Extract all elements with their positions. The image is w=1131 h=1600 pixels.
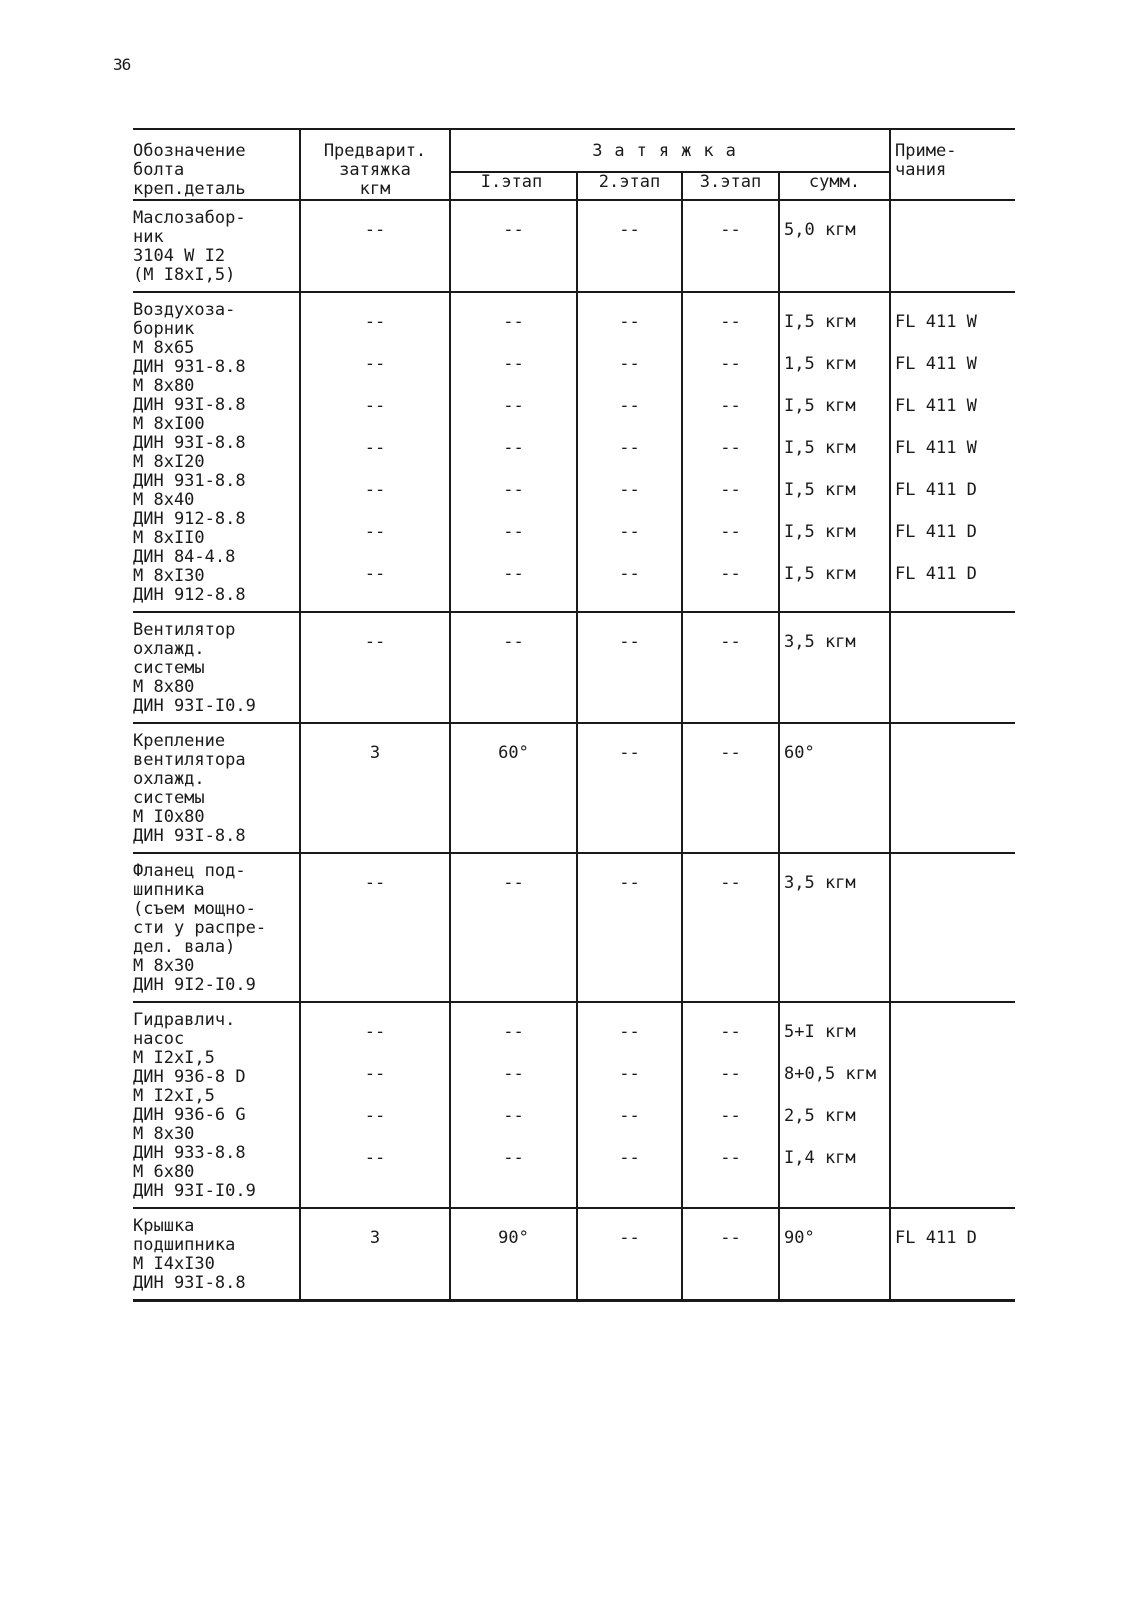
- cell-value: --: [720, 220, 741, 240]
- cell-value: [895, 732, 1011, 770]
- cell-value: --: [364, 438, 386, 458]
- cell-value: --: [619, 1228, 640, 1248]
- table-body: [133, 200, 1015, 1301]
- cell-value: [895, 1011, 1011, 1053]
- cell-value: --: [364, 354, 386, 374]
- cell-value: --: [364, 564, 386, 584]
- cell-value: --: [364, 632, 386, 652]
- header-stage-2: 2.этап: [577, 172, 682, 200]
- torque-table: [133, 128, 1015, 1302]
- cell-value: --: [619, 1106, 640, 1126]
- notes-cell: [890, 1002, 1015, 1208]
- stage-2-cell: [577, 1002, 682, 1208]
- cell-value: --: [619, 1148, 640, 1168]
- cell-value: --: [619, 354, 640, 374]
- cell-value: --: [619, 632, 640, 652]
- cell-value: --: [364, 396, 386, 416]
- table-row: [133, 200, 1015, 292]
- designation-cell: Маслозабор- ник 3104 W I2 (М I8xI,5): [133, 200, 300, 292]
- sum-cell: [779, 200, 890, 292]
- cell-value: --: [503, 312, 524, 332]
- stage-2-cell: [577, 292, 682, 612]
- cell-value: --: [364, 522, 386, 542]
- cell-value: --: [503, 1148, 524, 1168]
- sum-cell: [779, 853, 890, 1002]
- cell-value: [895, 1095, 1011, 1137]
- header-notes: Приме- чания: [890, 129, 1015, 200]
- stage-2-cell: [577, 1208, 682, 1301]
- cell-value: --: [720, 564, 741, 584]
- stage-2-cell: [577, 723, 682, 853]
- header-stage-1: I.этап: [450, 172, 577, 200]
- sum-cell: [779, 1002, 890, 1208]
- sum-cell: [779, 612, 890, 723]
- stage-2-cell: [577, 853, 682, 1002]
- cell-value: FL 411 D: [895, 1228, 977, 1248]
- cell-value: --: [720, 438, 741, 458]
- cell-value: 60°: [784, 743, 815, 763]
- pretight-cell: [300, 723, 450, 853]
- cell-value: 1,5 кгм: [784, 354, 856, 374]
- cell-value: I,4 кгм: [784, 1148, 856, 1168]
- cell-value: 60°: [498, 743, 529, 763]
- designation-cell: Крышка подшипника М I4xI30 ДИН 93I-8.8: [133, 1208, 300, 1301]
- cell-value: --: [364, 312, 386, 332]
- cell-value: 90°: [784, 1228, 815, 1248]
- cell-value: --: [720, 632, 741, 652]
- notes-cell: [890, 292, 1015, 612]
- cell-value: 2,5 кгм: [784, 1106, 856, 1126]
- designation-cell: Воздухоза- борник М 8x65 ДИН 931-8.8 М 8x80 ДИН 93I-8.8 М 8xI00 ДИН 93I-8.8 М 8xI20 ДИН 931-8.8 М 8x40 ДИН 912-8.8 М 8xII0 ДИН 84-4.8 М 8xI30 ДИН 912-8.8: [133, 292, 300, 612]
- sum-cell: [779, 292, 890, 612]
- cell-value: --: [503, 438, 524, 458]
- designation-cell: Фланец под- шипника (съем мощно- сти у распре- дел. вала) М 8x30 ДИН 9I2-I0.9: [133, 853, 300, 1002]
- cell-value: --: [720, 743, 741, 763]
- cell-value: [895, 621, 1011, 659]
- stage-1-cell: [450, 200, 577, 292]
- cell-value: --: [503, 632, 524, 652]
- stage-3-cell: [682, 1002, 779, 1208]
- cell-value: 3,5 кгм: [784, 632, 856, 652]
- cell-value: --: [619, 873, 640, 893]
- pretight-cell: [300, 853, 450, 1002]
- cell-value: 8+0,5 кгм: [784, 1064, 877, 1084]
- pretight-cell: [300, 292, 450, 612]
- cell-value: --: [503, 564, 524, 584]
- cell-value: FL 411 D: [895, 480, 977, 500]
- notes-cell: [890, 723, 1015, 853]
- page-number: 36: [113, 55, 131, 74]
- cell-value: --: [364, 1022, 386, 1042]
- cell-value: I,5 кгм: [784, 480, 856, 500]
- cell-value: 90°: [498, 1228, 529, 1248]
- stage-3-cell: [682, 853, 779, 1002]
- cell-value: --: [364, 1106, 386, 1126]
- pretight-cell: [300, 1208, 450, 1301]
- cell-value: --: [503, 396, 524, 416]
- cell-value: --: [720, 1106, 741, 1126]
- sum-cell: [779, 723, 890, 853]
- cell-value: --: [503, 1106, 524, 1126]
- cell-value: FL 411 W: [895, 354, 977, 374]
- cell-value: 3,5 кгм: [784, 873, 856, 893]
- cell-value: --: [619, 522, 640, 542]
- cell-value: [895, 209, 1011, 247]
- designation-cell: Вентилятор охлажд. системы М 8x80 ДИН 93I-I0.9: [133, 612, 300, 723]
- cell-value: --: [619, 220, 640, 240]
- cell-value: FL 411 W: [895, 396, 977, 416]
- stage-1-cell: [450, 1002, 577, 1208]
- cell-value: --: [619, 743, 640, 763]
- notes-cell: [890, 612, 1015, 723]
- cell-value: --: [619, 1022, 640, 1042]
- cell-value: --: [619, 480, 640, 500]
- cell-value: --: [619, 438, 640, 458]
- cell-value: FL 411 D: [895, 522, 977, 542]
- cell-value: FL 411 W: [895, 438, 977, 458]
- stage-2-cell: [577, 200, 682, 292]
- stage-3-cell: [682, 723, 779, 853]
- cell-value: --: [364, 480, 386, 500]
- header-sum: сумм.: [779, 172, 890, 200]
- cell-value: I,5 кгм: [784, 396, 856, 416]
- stage-1-cell: [450, 292, 577, 612]
- cell-value: --: [503, 480, 524, 500]
- cell-value: --: [720, 873, 741, 893]
- stage-2-cell: [577, 612, 682, 723]
- stage-3-cell: [682, 200, 779, 292]
- cell-value: --: [619, 564, 640, 584]
- cell-value: I,5 кгм: [784, 312, 856, 332]
- pretight-cell: [300, 1002, 450, 1208]
- cell-value: --: [720, 312, 741, 332]
- cell-value: --: [503, 1064, 524, 1084]
- cell-value: FL 411 W: [895, 312, 977, 332]
- table-row: [133, 1208, 1015, 1301]
- cell-value: --: [720, 1148, 741, 1168]
- cell-value: --: [364, 1148, 386, 1168]
- table-row: [133, 723, 1015, 853]
- cell-value: --: [619, 1064, 640, 1084]
- cell-value: 3: [369, 743, 381, 763]
- pretight-cell: [300, 612, 450, 723]
- cell-value: --: [503, 1022, 524, 1042]
- cell-value: --: [503, 220, 524, 240]
- header-tightening-group: Затяжка: [450, 129, 890, 172]
- notes-cell: [890, 200, 1015, 292]
- cell-value: --: [364, 873, 386, 893]
- cell-value: --: [619, 396, 640, 416]
- cell-value: --: [364, 220, 386, 240]
- stage-3-cell: [682, 292, 779, 612]
- notes-cell: [890, 853, 1015, 1002]
- header-designation: Обозначение болта креп.деталь: [133, 129, 300, 200]
- cell-value: --: [503, 522, 524, 542]
- table-row: [133, 853, 1015, 1002]
- cell-value: 3: [369, 1228, 381, 1248]
- cell-value: 5,0 кгм: [784, 220, 856, 240]
- pretight-cell: [300, 200, 450, 292]
- cell-value: FL 411 D: [895, 564, 977, 584]
- stage-1-cell: [450, 612, 577, 723]
- table-row: [133, 612, 1015, 723]
- table-row: [133, 292, 1015, 612]
- header-stage-3: 3.этап: [682, 172, 779, 200]
- cell-value: --: [720, 522, 741, 542]
- sum-cell: [779, 1208, 890, 1301]
- designation-cell: Гидравлич. насос М I2xI,5 ДИН 936-8 D М I2xI,5 ДИН 936-6 G М 8x30 ДИН 933-8.8 М 6x80 ДИН 93I-I0.9: [133, 1002, 300, 1208]
- cell-value: --: [720, 480, 741, 500]
- designation-cell: Крепление вентилятора охлажд. системы М I0x80 ДИН 93I-8.8: [133, 723, 300, 853]
- cell-value: --: [720, 354, 741, 374]
- cell-value: --: [720, 1228, 741, 1248]
- cell-value: [895, 1137, 1011, 1179]
- cell-value: --: [720, 1064, 741, 1084]
- cell-value: --: [720, 396, 741, 416]
- cell-value: --: [503, 873, 524, 893]
- cell-value: I,5 кгм: [784, 522, 856, 542]
- table-row: [133, 1002, 1015, 1208]
- cell-value: I,5 кгм: [784, 438, 856, 458]
- stage-1-cell: [450, 1208, 577, 1301]
- cell-value: 5+I кгм: [784, 1022, 856, 1042]
- notes-cell: [890, 1208, 1015, 1301]
- cell-value: --: [720, 1022, 741, 1042]
- cell-value: I,5 кгм: [784, 564, 856, 584]
- stage-1-cell: [450, 723, 577, 853]
- stage-1-cell: [450, 853, 577, 1002]
- cell-value: --: [619, 312, 640, 332]
- header-pretight: Предварит. затяжка кгм: [300, 129, 450, 200]
- cell-value: --: [364, 1064, 386, 1084]
- cell-value: --: [503, 354, 524, 374]
- cell-value: [895, 1053, 1011, 1095]
- stage-3-cell: [682, 1208, 779, 1301]
- cell-value: [895, 862, 1011, 900]
- stage-3-cell: [682, 612, 779, 723]
